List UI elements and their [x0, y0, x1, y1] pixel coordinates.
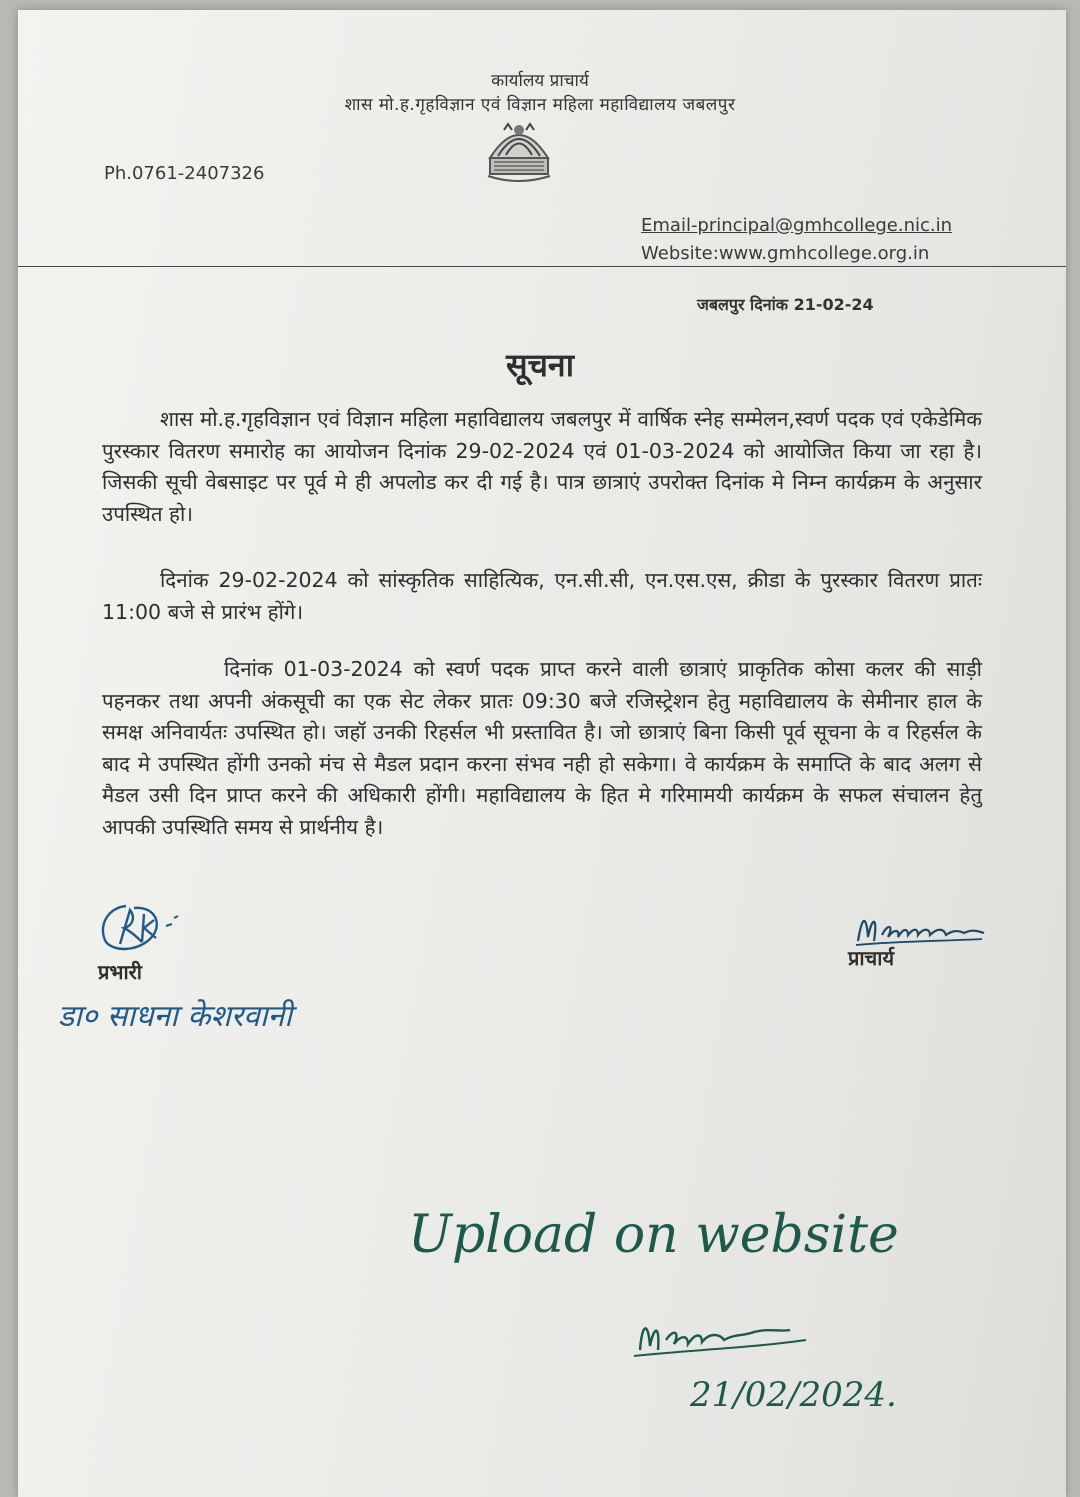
svg-text:Upload on website: Upload on website [408, 1205, 899, 1265]
svg-text:डा० साधना केशरवानी: डा० साधना केशरवानी [58, 999, 292, 1034]
upload-note-handwritten [404, 1190, 899, 1280]
website-address: Website:www.gmhcollege.org.in [641, 243, 930, 264]
date-line: जबलपुर दिनांक 21-02-24 [697, 295, 874, 314]
incharge-signature-icon [96, 898, 188, 954]
notice-title: सूचना [505, 346, 574, 384]
office-heading: कार्यालय प्राचार्य [491, 71, 589, 91]
college-name: शास मो.ह.गृहविज्ञान एवं विज्ञान महिला महाविद्यालय जबलपुर [344, 95, 736, 115]
principal-signature-icon [848, 907, 988, 949]
upload-note-signature-date [630, 1310, 897, 1422]
principal-label: प्राचार्य [848, 946, 895, 970]
phone-number: Ph.0761-2407326 [104, 163, 265, 184]
college-emblem-icon [484, 118, 554, 184]
header-divider [18, 266, 1066, 267]
paragraph-schedule-day1: दिनांक 29-02-2024 को सांस्कृतिक साहित्यिक, एन.सी.सी, एन.एस.एस, क्रीडा के पुरस्कार वितरण प्रातः 11:00 बजे से प्रारंभ होंगे। [102, 568, 982, 624]
email-address: Email-principal@gmhcollege.nic.in [641, 215, 953, 236]
paragraph-schedule-day2: दिनांक 01-03-2024 को स्वर्ण पदक प्राप्त करने वाली छात्राएं प्राकृतिक कोसा कलर की साड़ी पहनकर तथा अपनी अंकसूची का एक सेट लेकर प्रातः 09:30 बजे रजिस्ट्रेशन हेतु महाविद्यालय के सेमीनार हाल के समक्ष अनिवार्यतः उपस्थित हो। जहॉ उनकी रिहर्सल भी प्रस्तावित है। जो छात्राएं बिना किसी पूर्व सूचना के व रिहर्सल के बाद मे उपस्थित होंगी उनको मंच से मैडल प्रदान करना संभव नही हो सकेगा। वे कार्यक्रम के समाप्ति के बाद अलग से मैडल उसी दिन प्राप्त करने की अधिकारी होंगी। महाविद्यालय के हित मे गरिमामयी कार्यक्रम के सफल संचालन हेतु आपकी उपस्थिति समय से प्रार्थनीय है। [102, 657, 982, 839]
incharge-label: प्रभारी [98, 960, 142, 984]
paragraph-intro: शास मो.ह.गृहविज्ञान एवं विज्ञान महिला महाविद्यालय जबलपुर में वार्षिक स्नेह सम्मेलन,स्वर्ण पदक एवं एकेडेमिक पुरस्कार वितरण समारोह का आयोजन दिनांक 29-02-2024 एवं 01-03-2024 को आयोजित किया जा रहा है। जिसकी सूची वेबसाइट पर पूर्व मे ही अपलोड कर दी गई है। पात्र छात्राएं उपरोक्त दिनांक मे निम्न कार्यक्रम के अनुसार उपस्थित हो। [102, 407, 982, 526]
svg-text:21/02/2024.: 21/02/2024. [690, 1375, 897, 1415]
incharge-handwritten-name [56, 988, 366, 1040]
